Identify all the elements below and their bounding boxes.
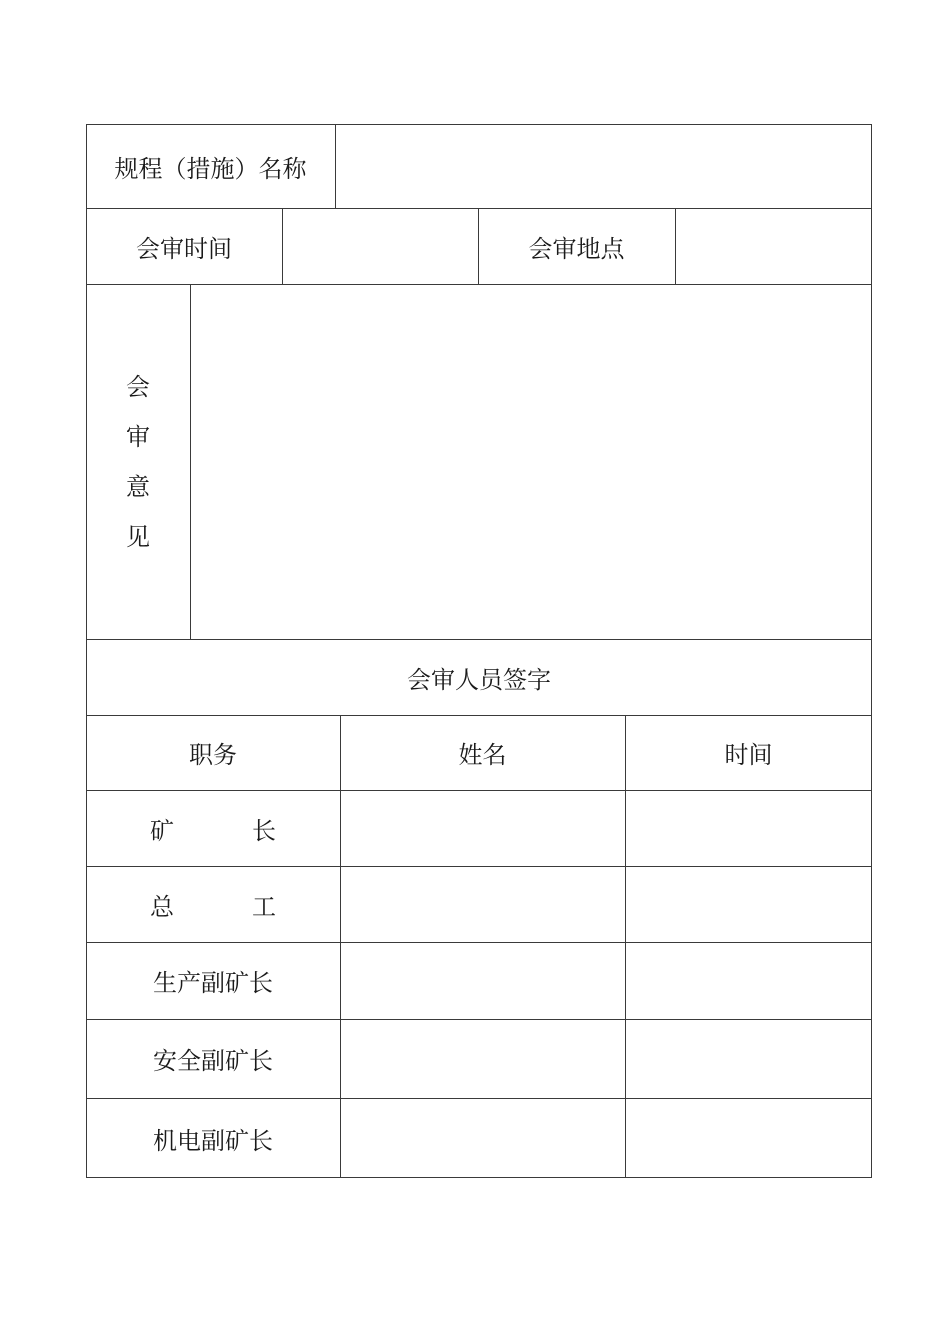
- position-electromechanical-deputy: 机电副矿长: [153, 1126, 273, 1155]
- signature-time-field[interactable]: [626, 791, 871, 866]
- procedure-name-field[interactable]: [336, 125, 871, 208]
- position-char: 矿: [150, 816, 174, 845]
- review-time-label: 会审时间: [136, 234, 232, 263]
- signature-name-field[interactable]: [341, 1099, 625, 1177]
- header-position: 职务: [189, 741, 237, 769]
- position-char: 长: [252, 816, 276, 845]
- signature-name-field[interactable]: [341, 943, 625, 1019]
- review-opinion-char: 会: [126, 372, 150, 401]
- review-time-field[interactable]: [283, 209, 478, 284]
- review-opinion-char: 意: [126, 472, 150, 501]
- signature-name-field[interactable]: [341, 867, 625, 942]
- position-chief-engineer: [86, 866, 340, 942]
- position-char: 总: [150, 892, 174, 921]
- header-time: 时间: [724, 741, 773, 769]
- signature-time-field[interactable]: [626, 1099, 871, 1177]
- signature-name-field[interactable]: [341, 1020, 625, 1098]
- signature-time-field[interactable]: [626, 867, 871, 942]
- signature-section-title: 会审人员签字: [407, 665, 551, 694]
- signature-time-field[interactable]: [626, 1020, 871, 1098]
- header-name: 姓名: [458, 741, 507, 769]
- review-opinion-field[interactable]: [191, 285, 871, 639]
- review-opinion-label: [86, 284, 190, 639]
- position-production-deputy: 生产副矿长: [153, 969, 273, 997]
- review-opinion-char: 审: [126, 422, 150, 451]
- review-opinion-char: 见: [126, 522, 150, 551]
- position-safety-deputy: 安全副矿长: [153, 1047, 273, 1075]
- position-mine-director: [86, 790, 340, 866]
- position-char: 工: [252, 892, 276, 921]
- review-location-field[interactable]: [676, 209, 871, 284]
- signature-time-field[interactable]: [626, 943, 871, 1019]
- review-location-label: 会审地点: [528, 234, 625, 263]
- signature-name-field[interactable]: [341, 791, 625, 866]
- procedure-name-label: 规程（措施）名称: [114, 154, 307, 183]
